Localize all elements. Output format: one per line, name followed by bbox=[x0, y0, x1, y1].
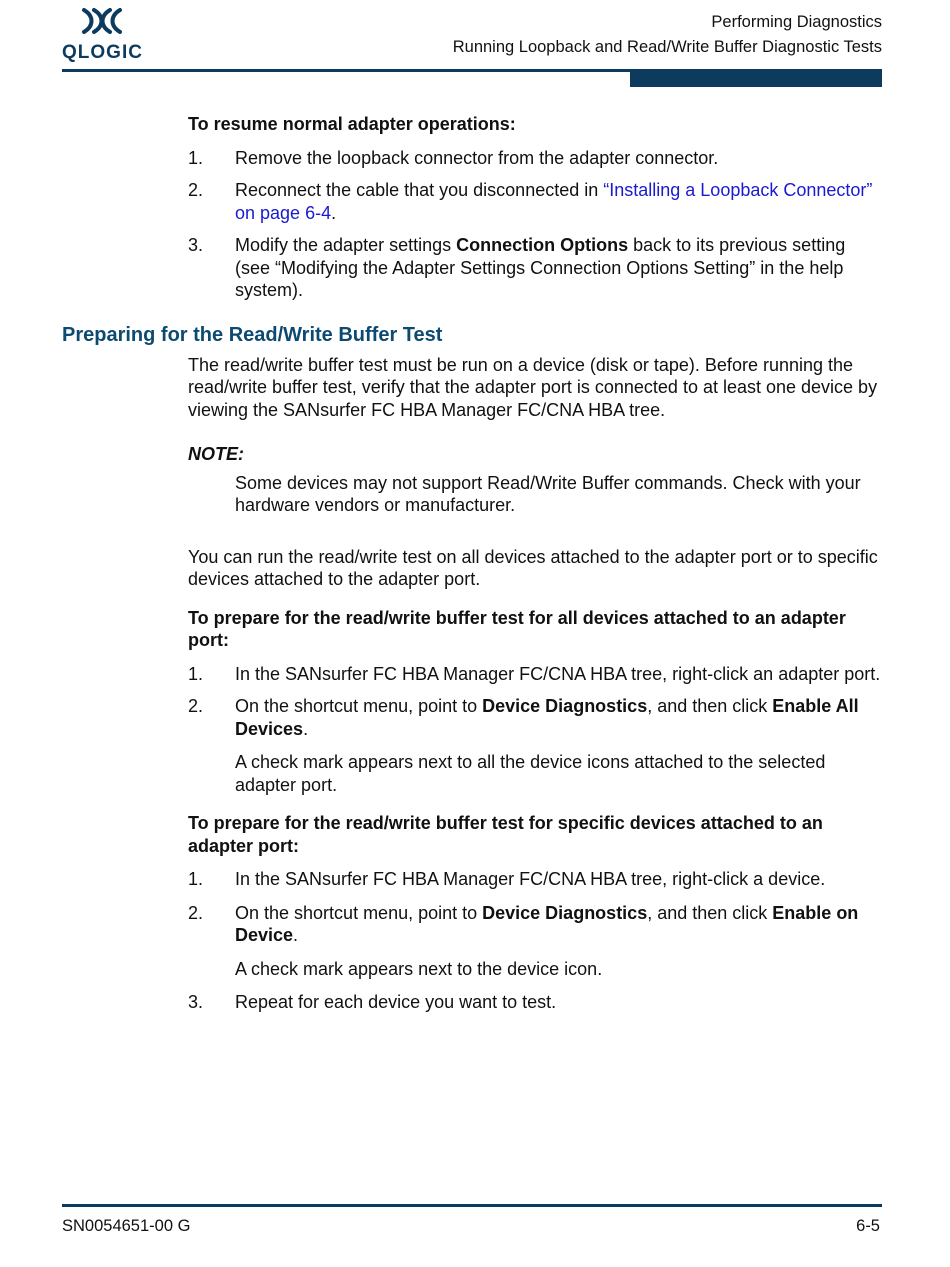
step-text-mid: , and then click bbox=[647, 696, 773, 716]
header-chapter: Performing Diagnostics bbox=[711, 13, 882, 31]
list-item bbox=[188, 179, 882, 224]
step-text: On the shortcut menu, point to bbox=[235, 902, 483, 923]
qlogic-logo-icon bbox=[80, 6, 124, 36]
step-text: On the shortcut menu, point to bbox=[235, 696, 483, 716]
specific-devices-heading: To prepare for the read/write buffer test for specific devices attached to an adapter port: bbox=[188, 813, 823, 856]
connection-options-term: Connection Options bbox=[456, 235, 629, 255]
header-accent-bar bbox=[630, 72, 882, 87]
running-header bbox=[453, 10, 882, 60]
step-number: 2. bbox=[188, 180, 204, 200]
step-text: Repeat for each device you want to test. bbox=[235, 992, 557, 1012]
page-content bbox=[188, 110, 882, 1014]
device-diagnostics-term: Device Diagnostics bbox=[482, 696, 648, 716]
step-number: 3. bbox=[188, 992, 204, 1012]
run-paragraph: You can run the read/write test on all devices attached to the adapter port or to specific devices attached to the adapter port. bbox=[188, 546, 878, 589]
step-number: 3. bbox=[188, 235, 204, 255]
note-text: Some devices may not support Read/Write Buffer commands. Check with your hardware vendors or manufacturer. bbox=[235, 472, 861, 515]
step-text: Reconnect the cable that you disconnected in bbox=[235, 180, 604, 200]
step-text: Remove the loopback connector from the adapter connector. bbox=[235, 147, 719, 168]
step-number: 1. bbox=[188, 869, 204, 889]
enable-on-device-term: Enable on Device bbox=[235, 902, 859, 945]
list-item bbox=[188, 902, 882, 947]
qlogic-logo bbox=[62, 6, 152, 62]
list-item bbox=[188, 663, 882, 686]
resume-heading: To resume normal adapter operations: bbox=[188, 114, 516, 134]
step-number: 1. bbox=[188, 663, 204, 684]
list-item bbox=[188, 147, 882, 170]
all-devices-heading: To prepare for the read/write buffer test for all devices attached to an adapter port: bbox=[188, 607, 846, 650]
step-number: 1. bbox=[188, 147, 204, 168]
list-item bbox=[188, 991, 882, 1014]
list-item bbox=[188, 868, 882, 891]
step-text-end: back to its previous setting (see “Modifying the Adapter Settings Connection Options Setting” in the help system). bbox=[235, 235, 846, 300]
step-text-end: . bbox=[303, 718, 309, 739]
step-text-end: . bbox=[331, 202, 337, 223]
section-heading: Preparing for the Read/Write Buffer Test bbox=[62, 324, 443, 346]
enable-all-devices-term: Enable All Devices bbox=[235, 696, 859, 739]
intro-paragraph: The read/write buffer test must be run on a device (disk or tape). Before running the read/write buffer test, verify that the adapter port is connected to at least one device by viewing the SANsurfer FC HBA Manager FC/CNA HBA tree. bbox=[188, 354, 878, 420]
list-item bbox=[188, 234, 882, 302]
logo-wordmark: QLOGIC bbox=[62, 42, 143, 63]
specific-devices-steps bbox=[188, 868, 882, 947]
step-text: Modify the adapter settings bbox=[235, 235, 457, 255]
device-diagnostics-term: Device Diagnostics bbox=[482, 902, 648, 923]
footer-rule bbox=[62, 1204, 882, 1207]
note-label: NOTE: bbox=[188, 444, 244, 464]
step-text: In the SANsurfer FC HBA Manager FC/CNA HBA tree, right-click a device. bbox=[235, 869, 826, 889]
step-number: 2. bbox=[188, 902, 204, 923]
footer-page-number: 6-5 bbox=[856, 1217, 880, 1235]
step-text: In the SANsurfer FC HBA Manager FC/CNA HBA tree, right-click an adapter port. bbox=[235, 663, 881, 684]
footer-doc-number: SN0054651-00 G bbox=[62, 1217, 191, 1235]
installing-loopback-link[interactable]: “Installing a Loopback Connector” on page 6-4 bbox=[235, 180, 873, 223]
resume-steps bbox=[188, 147, 882, 302]
header-section: Running Loopback and Read/Write Buffer Diagnostic Tests bbox=[452, 38, 882, 56]
step-text-mid: , and then click bbox=[647, 902, 773, 923]
step-number: 2. bbox=[188, 696, 204, 716]
all-devices-steps bbox=[188, 663, 882, 741]
specific-devices-steps-cont bbox=[188, 991, 882, 1014]
step-text-end: . bbox=[293, 925, 299, 945]
list-item bbox=[188, 695, 882, 740]
all-devices-result: A check mark appears next to all the device icons attached to the selected adapter port. bbox=[235, 752, 826, 795]
specific-devices-result: A check mark appears next to the device icon. bbox=[235, 958, 603, 979]
